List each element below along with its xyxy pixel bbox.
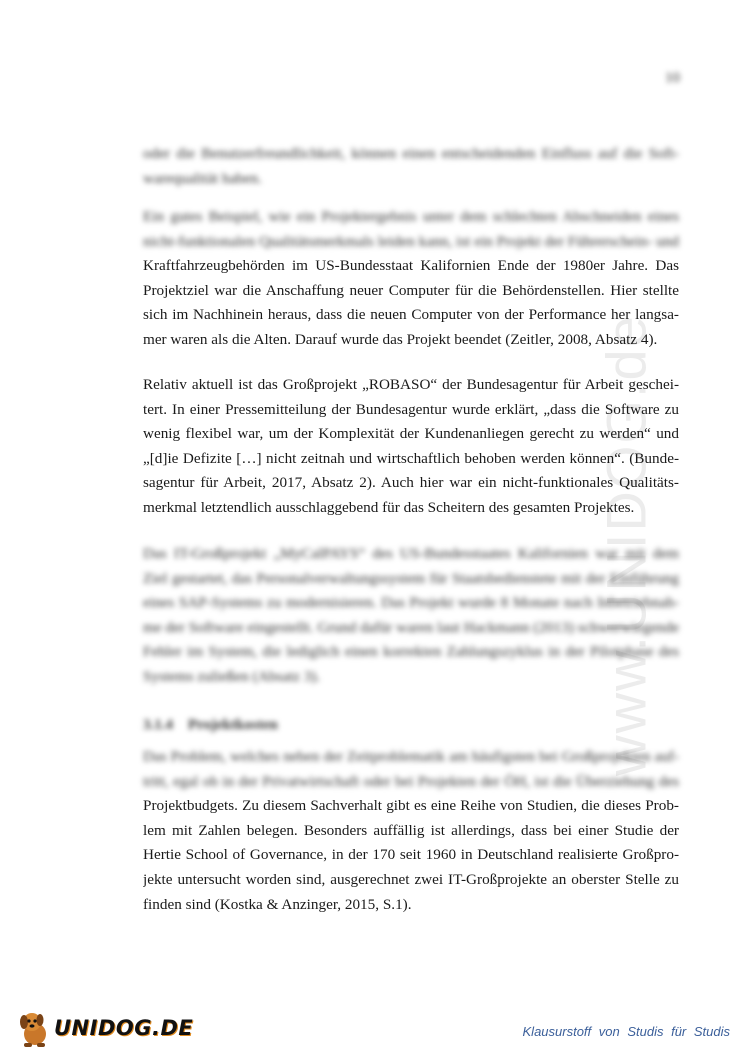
- text-line: Kraftfahrzeugbehörden im US-Bundesstaat Kalifornien Ende der 1980er Jahre. Das: [143, 257, 679, 275]
- text-line: warequalität haben.: [143, 169, 262, 187]
- text-line: „[d]ie Defizite […] nicht zeitnah und wirtschaftlich behoben werden können“. (Bunde-: [143, 449, 679, 467]
- text-line: eines SAP-Systems zu modernisieren. Das Projekt wurde 8 Monate nach Inbetriebnah-: [143, 594, 679, 612]
- text-line: Das Problem, welches neben der Zeitproblematik am häufigsten bei Großprojekten auf-: [143, 748, 679, 765]
- text-line: finden sind (Kostka & Anzinger, 2015, S.1).: [143, 895, 412, 913]
- unidog-logo: [18, 1008, 193, 1048]
- text-line: mer waren als die Alten. Darauf wurde das Projekt beendet (Zeitler, 2008, Absatz 4).: [143, 330, 658, 348]
- paragraph-2: [143, 205, 679, 353]
- text-line: Hertie School of Governance, in der 170 seit 1960 in Deutschland realisierte Großpro-: [143, 846, 679, 864]
- text-line: Projektziel war die Anschaffung neuer Computer für die Behördenstellen. Hier stellte: [143, 281, 679, 299]
- text-line: sich im Nachhinein heraus, dass die neuen Computer von der Performance her langsa-: [143, 306, 679, 324]
- section-number: 3.1.4: [143, 717, 173, 733]
- text-line: Fehler im System, die lediglich einen korrekten Zahlungszyklus in der Pilotphase des: [143, 643, 679, 661]
- text-line: Ziel gestartet, das Personalverwaltungssystem für Staatsbedienstete mit der Einführung: [143, 569, 679, 587]
- text-line: Projektbudgets. Zu diesem Sachverhalt gibt es eine Reihe von Studien, die dieses Prob-: [143, 797, 679, 815]
- text-line: oder die Benutzerfreundlichkeit, können einen entscheidenden Einfluss auf die Soft-: [143, 145, 679, 162]
- text-line: Das IT-Großprojekt „MyCalPAYS“ des US-Bundesstaates Kalifornien war mit dem: [143, 545, 679, 562]
- text-line: Relativ aktuell ist das Großprojekt „ROBASO“ der Bundesagentur für Arbeit geschei-: [143, 376, 679, 393]
- text-line: tert. In einer Pressemitteilung der Bundesagentur wurde erklärt, „dass die Software zu: [143, 400, 679, 418]
- watermark: www.UNIDOG.de: [594, 314, 658, 776]
- text-line: lem mit Zahlen belegen. Besonders auffällig ist allerdings, dass bei einer Studie der: [143, 821, 679, 839]
- section-heading: [143, 715, 278, 735]
- text-line: Systems zuließen (Absatz 3).: [143, 667, 321, 685]
- text-line: sagentur für Arbeit, 2017, Absatz 2). Auch hier war ein nicht-funktionales Qualitäts-: [143, 474, 679, 492]
- text-line: me der Software eingestellt. Grund dafür waren laut Hackmann (2013) schwerwiegende: [143, 618, 679, 636]
- text-line: jekte untersucht worden sind, ausgerechnet zwei IT-Großprojekte an oberster Stelle zu: [143, 870, 679, 888]
- paragraph-4: [143, 542, 679, 690]
- dog-mascot-icon: [18, 1008, 52, 1048]
- text-line: wenig flexibel war, um der Komplexität der Kundenanliegen gerecht zu werden“ und: [143, 425, 679, 443]
- text-line: nicht-funktionalen Qualitätsmerkmals leiden kann, ist ein Projekt der Führerschein- und: [143, 232, 679, 250]
- section-title: Projektkosten: [188, 717, 278, 733]
- page-number: 10: [665, 70, 680, 86]
- paragraph-3: [143, 373, 679, 521]
- footer-tagline: Klausurstoff von Studis für Studis: [522, 1024, 730, 1039]
- text-line: Ein gutes Beispiel, wie ein Projektergebnis unter dem schlechten Abschneiden eines: [143, 208, 679, 225]
- text-line: merkmal letztendlich ausschlaggebend für das Scheitern des gesamten Projektes.: [143, 498, 635, 516]
- logo-text: UNIDOG.DE: [54, 1016, 194, 1040]
- paragraph-5: [143, 745, 679, 917]
- text-line: tritt, egal ob in der Privatwirtschaft oder bei Projekten der ÖH, ist die Überziehung des: [143, 772, 679, 790]
- paragraph-1: [143, 142, 679, 191]
